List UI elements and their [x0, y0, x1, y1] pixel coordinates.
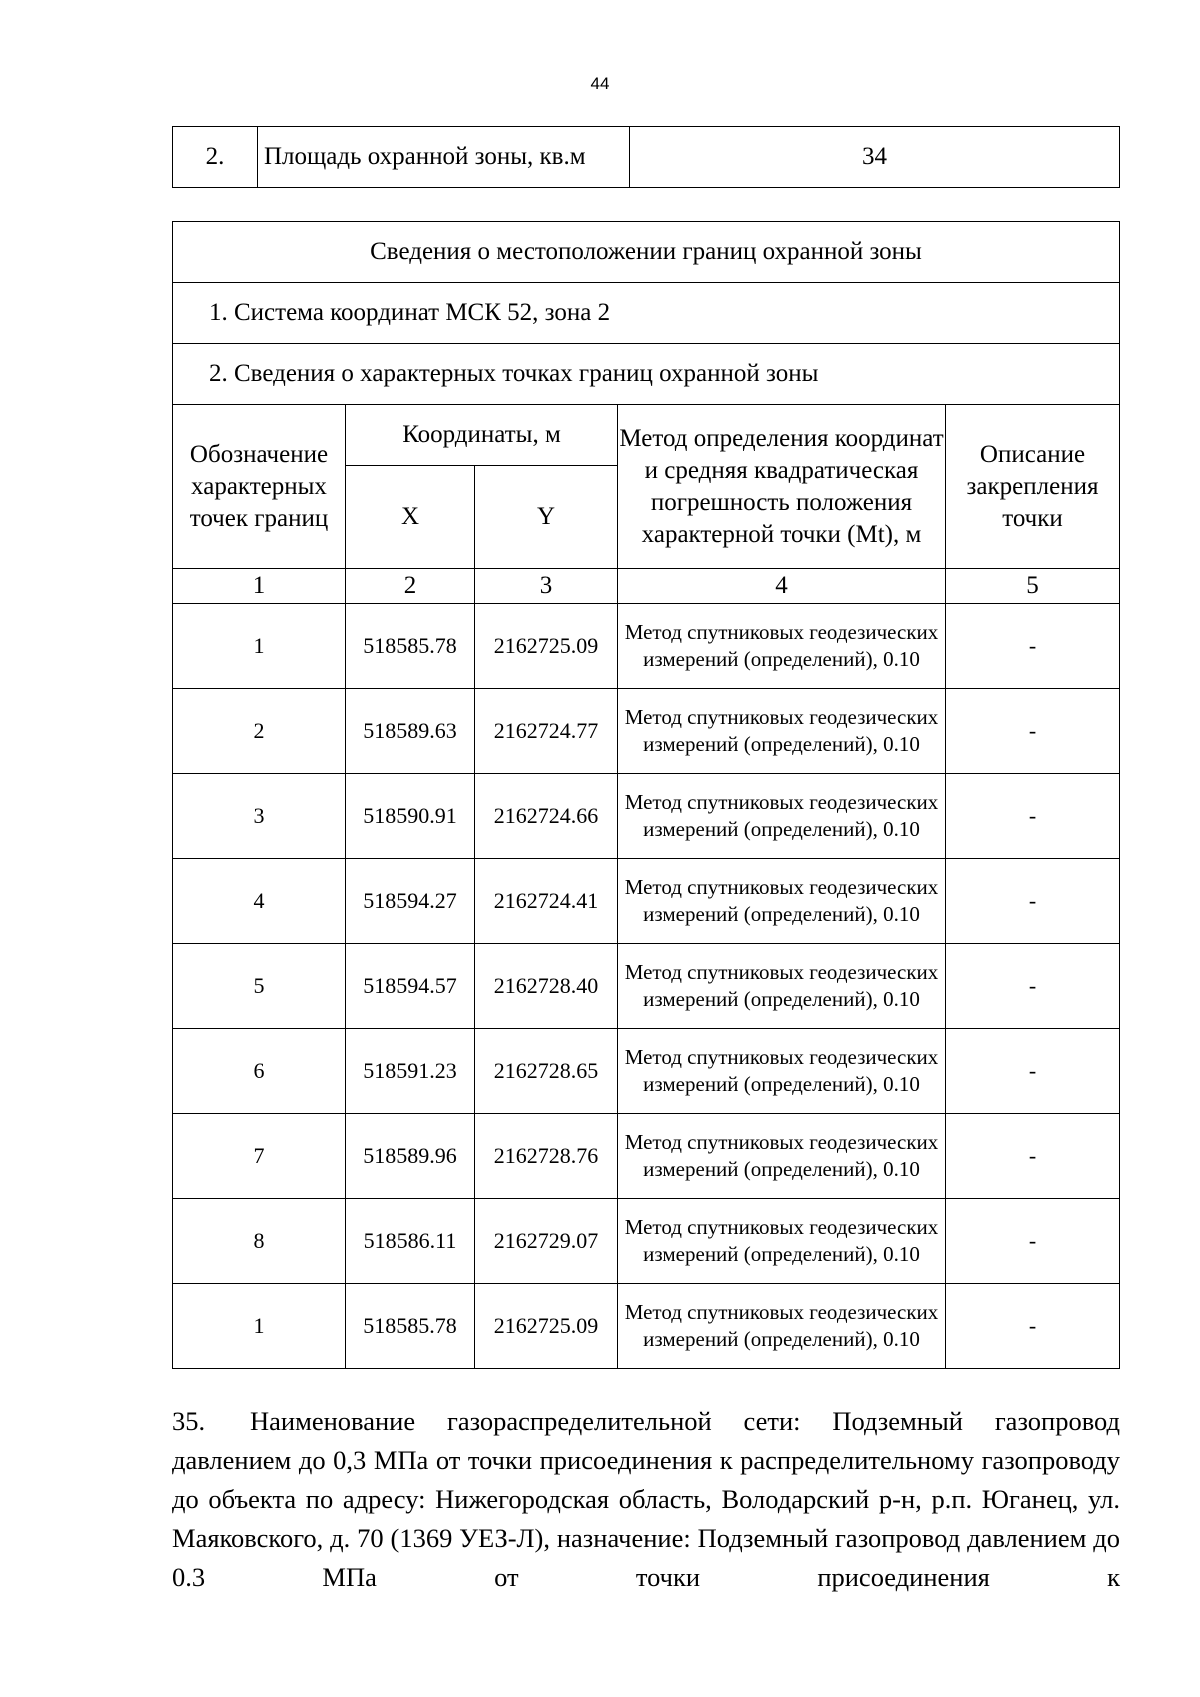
points-title: 2. Сведения о характерных точках границ охранной зоны [173, 344, 1120, 405]
method-text: Метод спутниковых геодезических измерений (определений), 0.10 [618, 689, 946, 774]
coord-system-row [173, 283, 1120, 344]
points-rows [173, 604, 1120, 1369]
column-number: 3 [475, 569, 618, 604]
coord-x: 518586.11 [346, 1199, 475, 1284]
point-description: - [946, 1114, 1120, 1199]
point-description: - [946, 1284, 1120, 1369]
column-numbers-row [173, 569, 1120, 604]
area-table [172, 126, 1120, 188]
coord-system: 1. Система координат МСК 52, зона 2 [173, 283, 1120, 344]
coord-y: 2162724.66 [475, 774, 618, 859]
coord-x: 518585.78 [346, 604, 475, 689]
point-designation: 1 [173, 1284, 346, 1369]
method-text: Метод спутниковых геодезических измерений (определений), 0.10 [618, 1114, 946, 1199]
point-description: - [946, 774, 1120, 859]
point-description: - [946, 859, 1120, 944]
coord-y: 2162725.09 [475, 1284, 618, 1369]
points-title-row [173, 344, 1120, 405]
point-description: - [946, 604, 1120, 689]
points-table [172, 221, 1120, 1369]
point-designation: 8 [173, 1199, 346, 1284]
header-method: Метод определения координат и средняя квадратическая погрешность положения характерной точки (Mt), м [618, 405, 946, 569]
header-x: X [346, 466, 475, 569]
method-text: Метод спутниковых геодезических измерений (определений), 0.10 [618, 1199, 946, 1284]
table-row [173, 689, 1120, 774]
header-designation: Обозначение характерных точек границ [173, 405, 346, 569]
point-designation: 5 [173, 944, 346, 1029]
point-description: - [946, 1199, 1120, 1284]
method-text: Метод спутниковых геодезических измерений (определений), 0.10 [618, 774, 946, 859]
area-row-number: 2. [173, 127, 258, 188]
coord-y: 2162724.77 [475, 689, 618, 774]
point-designation: 1 [173, 604, 346, 689]
coord-y: 2162728.40 [475, 944, 618, 1029]
point-designation: 7 [173, 1114, 346, 1199]
coord-y: 2162724.41 [475, 859, 618, 944]
point-description: - [946, 1029, 1120, 1114]
paragraph-35 [172, 1402, 1120, 1597]
table-row [173, 774, 1120, 859]
method-text: Метод спутниковых геодезических измерений (определений), 0.10 [618, 604, 946, 689]
section-title-row [173, 222, 1120, 283]
area-row-label: Площадь охранной зоны, кв.м [258, 127, 630, 188]
coord-x: 518589.96 [346, 1114, 475, 1199]
coord-x: 518594.27 [346, 859, 475, 944]
coord-x: 518590.91 [346, 774, 475, 859]
header-y: Y [475, 466, 618, 569]
coord-y: 2162728.76 [475, 1114, 618, 1199]
coord-x: 518591.23 [346, 1029, 475, 1114]
area-row-value: 34 [630, 127, 1120, 188]
header-row-1 [173, 405, 1120, 466]
coord-x: 518589.63 [346, 689, 475, 774]
point-designation: 3 [173, 774, 346, 859]
coord-x: 518594.57 [346, 944, 475, 1029]
header-coordinates: Координаты, м [346, 405, 618, 466]
table-row [173, 1284, 1120, 1369]
table-row [173, 1199, 1120, 1284]
table-row [173, 859, 1120, 944]
coord-x: 518585.78 [346, 1284, 475, 1369]
coord-y: 2162728.65 [475, 1029, 618, 1114]
page-number: 44 [590, 74, 610, 93]
paragraph-number: 35. [172, 1406, 206, 1436]
point-designation: 2 [173, 689, 346, 774]
column-number: 2 [346, 569, 475, 604]
point-description: - [946, 944, 1120, 1029]
point-designation: 6 [173, 1029, 346, 1114]
point-description: - [946, 689, 1120, 774]
table-row [173, 1029, 1120, 1114]
table-row [173, 604, 1120, 689]
method-text: Метод спутниковых геодезических измерений (определений), 0.10 [618, 1029, 946, 1114]
header-description: Описание закрепления точки [946, 405, 1120, 569]
column-number: 5 [946, 569, 1120, 604]
section-title: Сведения о местоположении границ охранной зоны [173, 222, 1120, 283]
coord-y: 2162725.09 [475, 604, 618, 689]
point-designation: 4 [173, 859, 346, 944]
area-row [173, 127, 1120, 188]
coord-y: 2162729.07 [475, 1199, 618, 1284]
table-row [173, 1114, 1120, 1199]
method-text: Метод спутниковых геодезических измерений (определений), 0.10 [618, 944, 946, 1029]
column-number: 1 [173, 569, 346, 604]
table-row [173, 944, 1120, 1029]
method-text: Метод спутниковых геодезических измерений (определений), 0.10 [618, 859, 946, 944]
column-number: 4 [618, 569, 946, 604]
paragraph-text: Наименование газораспределительной сети: Подземный газопровод давлением до 0,3 МПа от точки присоединения к распределительному газопроводу до объекта по адресу: Нижегородская область, Володарский р-н, р.п. Юганец, ул. Маяковского, д. 70 (1369 УЕЗ-Л), назначение: Подземный газопровод давлением до 0.3 МПа от точки присоединения к [172, 1406, 1120, 1592]
method-text: Метод спутниковых геодезических измерений (определений), 0.10 [618, 1284, 946, 1369]
